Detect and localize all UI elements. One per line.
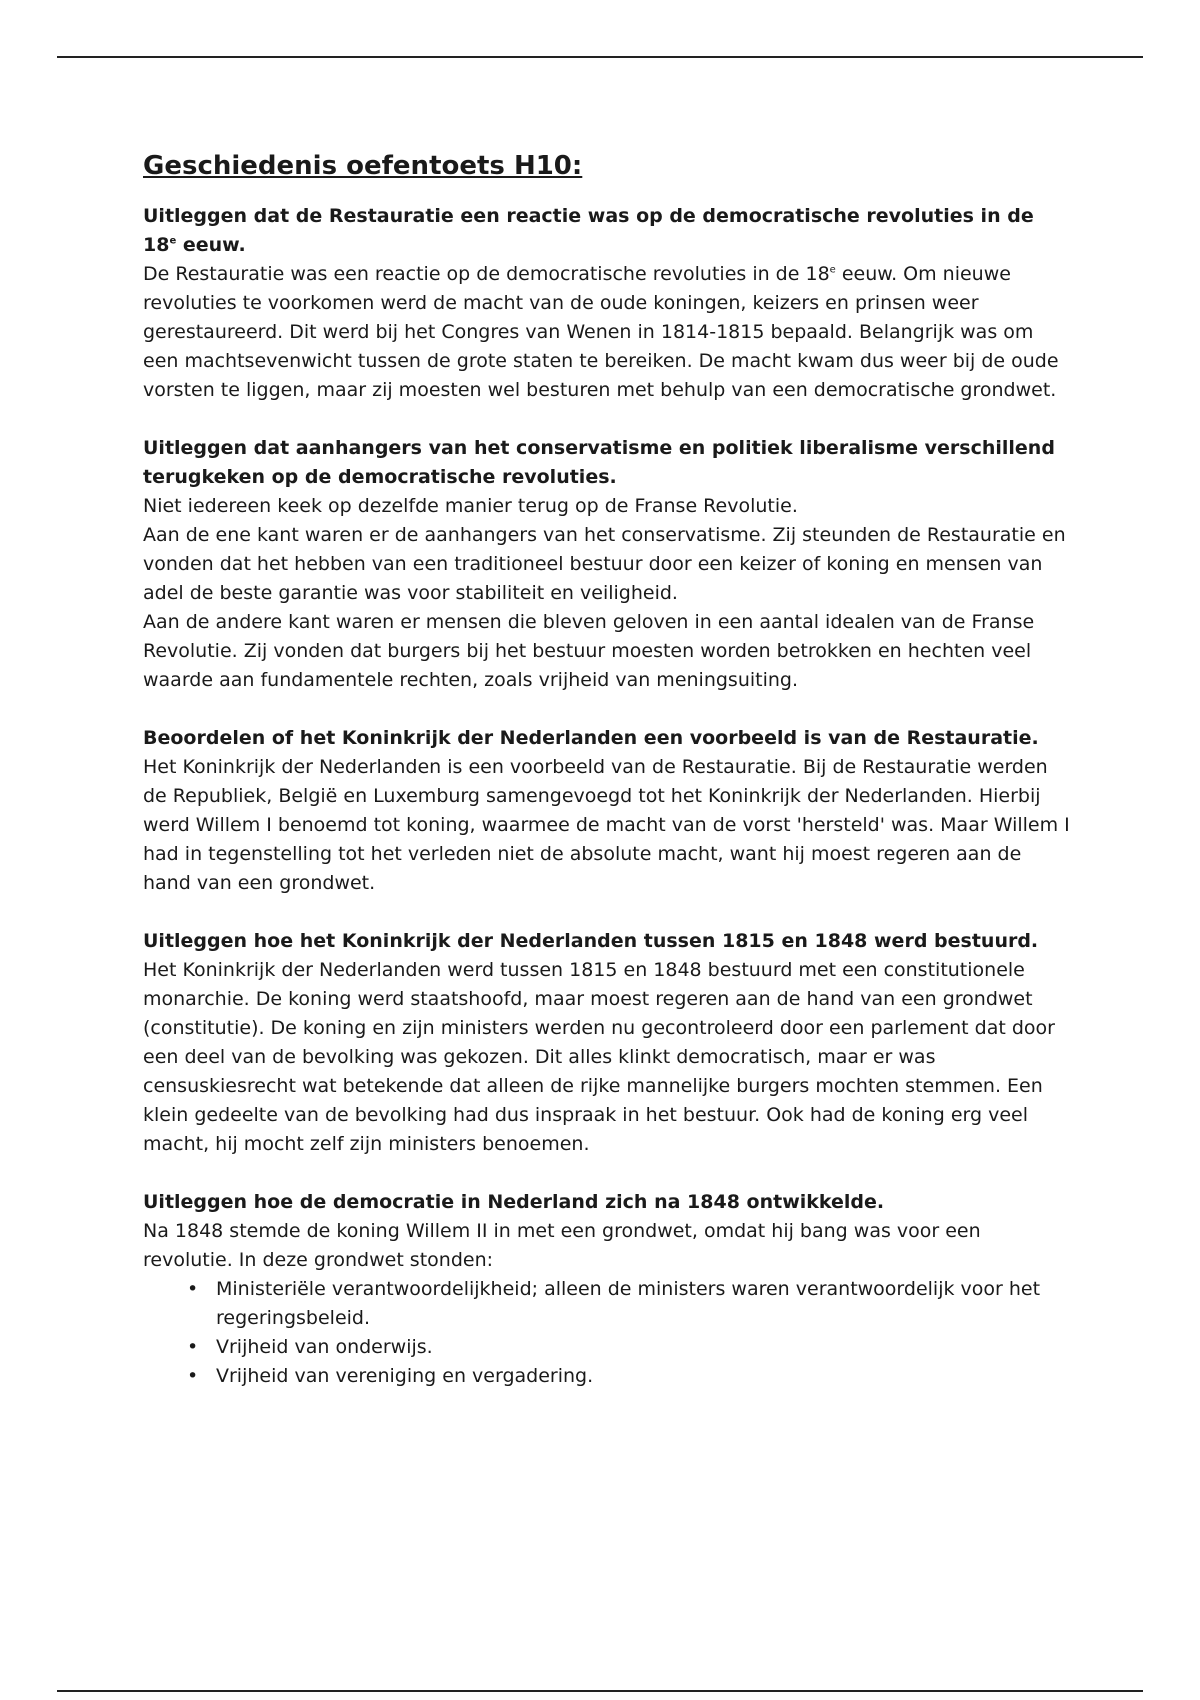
list-item: • Vrijheid van vereniging en vergadering. (187, 1362, 1073, 1391)
document-title: Geschiedenis oefentoets H10: (143, 151, 583, 181)
header-rule (57, 56, 1143, 58)
section-paragraph: Het Koninkrijk der Nederlanden is een voorbeeld van de Restauratie. Bij de Restauratie werden de Republiek, België en Luxemburg samengevoegd tot het Koninkrijk der Nederlanden. Hierbij werd Willem I benoemd tot koning, waarmee de macht van de vorst 'hersteld' was. Maar Willem I had in tegenstelling tot het verleden niet de absolute macht, want hij moest regeren aan de hand van een grondwet. (143, 755, 1070, 894)
section-bestuur-1815-1848 (143, 927, 1073, 1159)
section-paragraph: Aan de ene kant waren er de aanhangers van het conservatisme. Zij steunden de Restauratie en vonden dat het hebben van een traditioneel bestuur door een keizer of koning en mensen van adel de beste garantie was voor stabiliteit en veiligheid. (143, 523, 1066, 604)
section-heading: Uitleggen hoe het Koninkrijk der Nederlanden tussen 1815 en 1848 werd bestuurd. (143, 929, 1039, 952)
grondwet-list (143, 1275, 1073, 1391)
section-democratie-na-1848 (143, 1188, 1073, 1391)
section-heading: Uitleggen dat aanhangers van het conservatisme en politiek liberalisme verschillend terugkeken op de democratische revoluties. (143, 436, 1055, 488)
section-paragraph: Aan de andere kant waren er mensen die bleven geloven in een aantal idealen van de Franse Revolutie. Zij vonden dat burgers bij het bestuur moesten worden betrokken en hechten veel waarde aan fundamentele rechten, zoals vrijheid van meningsuiting. (143, 610, 1035, 691)
section-paragraph: Het Koninkrijk der Nederlanden werd tussen 1815 en 1848 bestuurd met een constitutionele monarchie. De koning werd staatshoofd, maar moest regeren aan de hand van een grondwet (constitutie). De koning en zijn ministers werden nu gecontroleerd door een parlement dat door een deel van de bevolking was gekozen. Dit alles klinkt democratisch, maar er was censuskiesrecht wat betekende dat alleen de rijke mannelijke burgers mochten stemmen. Een klein gedeelte van de bevolking had dus inspraak in het bestuur. Ook had de koning erg veel macht, hij mocht zelf zijn ministers benoemen. (143, 958, 1055, 1155)
document-body (143, 140, 1073, 1420)
section-paragraph: Na 1848 stemde de koning Willem II in met een grondwet, omdat hij bang was voor een revolutie. In deze grondwet stonden: (143, 1219, 981, 1271)
section-heading: Beoordelen of het Koninkrijk der Nederlanden een voorbeeld is van de Restauratie. (143, 726, 1039, 749)
footer-rule (57, 1690, 1143, 1692)
bullet-icon: • (187, 1277, 199, 1300)
section-paragraph: De Restauratie was een reactie op de democratische revoluties in de 18e eeuw. Om nieuwe revoluties te voorkomen werd de macht van de oude koningen, keizers en prinsen weer gerestaureerd. Dit werd bij het Congres van Wenen in 1814-1815 bepaald. Belangrijk was om een machtsevenwicht tussen de grote staten te bereiken. De macht kwam dus weer bij de oude vorsten te liggen, maar zij moesten wel besturen met behulp van een democratische grondwet. (143, 262, 1059, 401)
bullet-icon: • (187, 1335, 199, 1358)
section-heading: Uitleggen dat de Restauratie een reactie was op de democratische revoluties in de 18e eeuw. (143, 204, 1034, 256)
bullet-icon: • (187, 1364, 199, 1387)
section-koninkrijk-restauratie (143, 724, 1073, 898)
section-heading: Uitleggen hoe de democratie in Nederland zich na 1848 ontwikkelde. (143, 1190, 885, 1213)
section-conservatisme-liberalisme (143, 434, 1073, 695)
section-paragraph: Niet iedereen keek op dezelfde manier terug op de Franse Revolutie. (143, 494, 798, 517)
section-restauratie-reactie (143, 202, 1073, 405)
list-item: • Ministeriële verantwoordelijkheid; alleen de ministers waren verantwoordelijk voor het regeringsbeleid. (187, 1275, 1073, 1333)
list-item: • Vrijheid van onderwijs. (187, 1333, 1073, 1362)
